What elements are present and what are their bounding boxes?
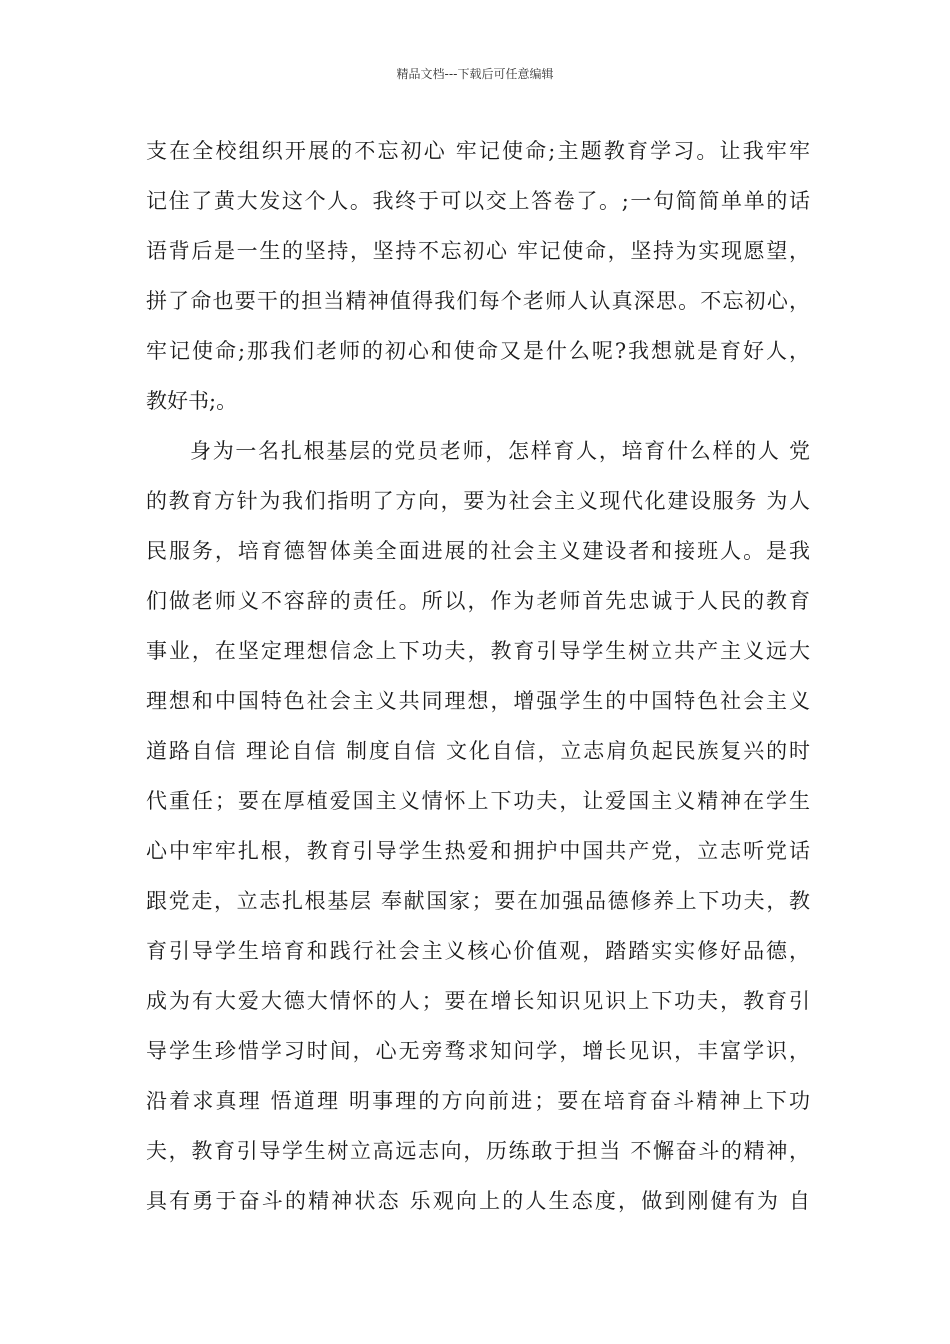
paragraph-line: 心中牢牢扎根，教育引导学生热爱和拥护中国共产党，立志听党话 bbox=[146, 839, 810, 863]
paragraph-line: 育引导学生培育和践行社会主义核心价值观，踏踏实实修好品德， bbox=[146, 939, 810, 963]
paragraph-line: 沿着求真理 悟道理 明事理的方向前进；要在培育奋斗精神上下功 bbox=[146, 1089, 810, 1113]
paragraph-line: 的教育方针为我们指明了方向，要为社会主义现代化建设服务 为人 bbox=[146, 489, 810, 513]
paragraph-line: 教好书;。 bbox=[146, 389, 238, 413]
paragraph-line: 道路自信 理论自信 制度自信 文化自信，立志肩负起民族复兴的时 bbox=[146, 739, 810, 763]
page-header: 精品文档---下载后可任意编辑 bbox=[396, 67, 554, 81]
paragraph-line: 具有勇于奋斗的精神状态 乐观向上的人生态度，做到刚健有为 自 bbox=[146, 1189, 810, 1213]
paragraph-line: 成为有大爱大德大情怀的人；要在增长知识见识上下功夫，教育引 bbox=[146, 989, 810, 1013]
paragraph-line: 夫，教育引导学生树立高远志向，历练敢于担当 不懈奋斗的精神， bbox=[146, 1139, 810, 1163]
paragraph-line: 牢记使命;那我们老师的初心和使命又是什么呢?我想就是育好人， bbox=[146, 339, 810, 363]
paragraph-line: 事业，在坚定理想信念上下功夫，教育引导学生树立共产主义远大 bbox=[146, 639, 810, 663]
paragraph-line: 民服务，培育德智体美全面进展的社会主义建设者和接班人。是我 bbox=[146, 539, 810, 563]
paragraph-line: 跟党走，立志扎根基层 奉献国家；要在加强品德修养上下功夫，教 bbox=[146, 889, 810, 913]
paragraph-line: 身为一名扎根基层的党员老师，怎样育人，培育什么样的人 党 bbox=[190, 439, 810, 463]
paragraph-line: 代重任；要在厚植爱国主义情怀上下功夫，让爱国主义精神在学生 bbox=[146, 789, 810, 813]
paragraph-line: 拼了命也要干的担当精神值得我们每个老师人认真深思。不忘初心， bbox=[146, 289, 810, 313]
paragraph-line: 们做老师义不容辞的责任。所以，作为老师首先忠诚于人民的教育 bbox=[146, 589, 810, 613]
paragraph-line: 理想和中国特色社会主义共同理想，增强学生的中国特色社会主义 bbox=[146, 689, 810, 713]
paragraph-line: 语背后是一生的坚持，坚持不忘初心 牢记使命，坚持为实现愿望， bbox=[146, 239, 810, 263]
paragraph-line: 记住了黄大发这个人。我终于可以交上答卷了。;一句简简单单的话 bbox=[146, 189, 810, 213]
paragraph-line: 导学生珍惜学习时间，心无旁骛求知问学，增长见识，丰富学识， bbox=[146, 1039, 810, 1063]
paragraph-line: 支在全校组织开展的不忘初心 牢记使命;主题教育学习。让我牢牢 bbox=[146, 139, 810, 163]
